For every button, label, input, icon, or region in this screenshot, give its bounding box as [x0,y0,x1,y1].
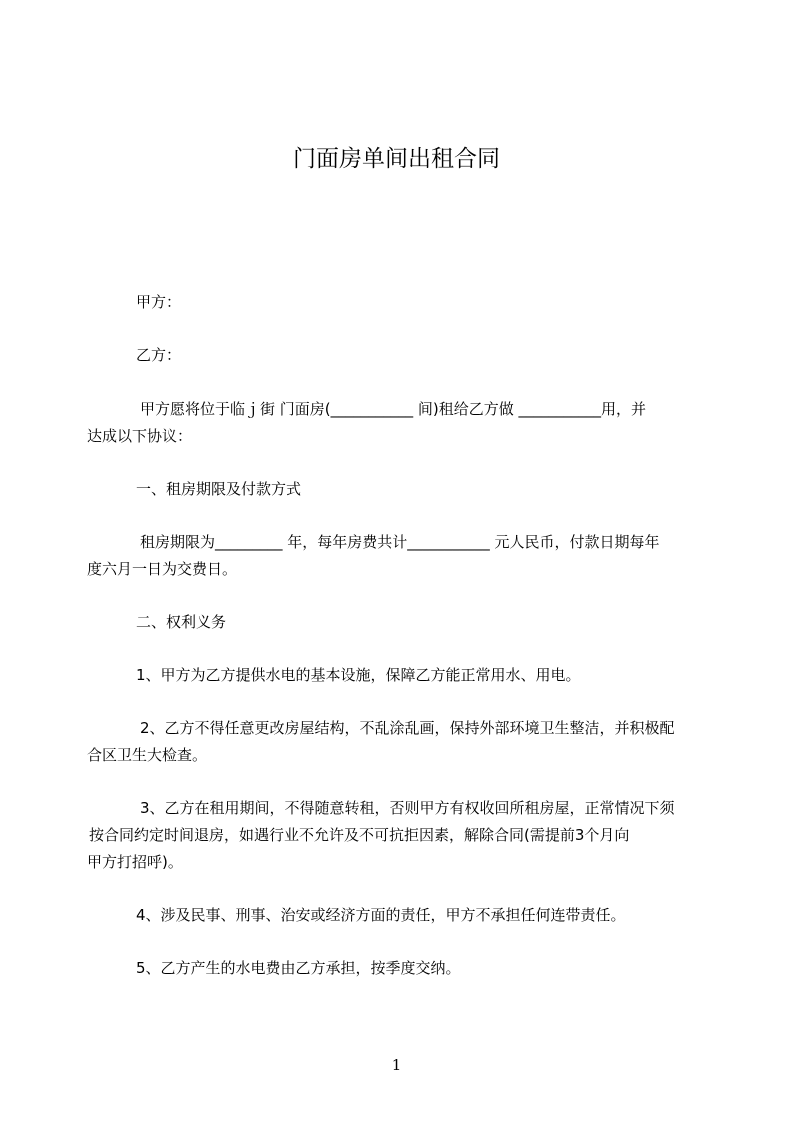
section1-heading: 一、租房期限及付款方式 [136,480,302,498]
party-b-label: 乙方： [136,346,182,364]
section1-line-1: 租房期限为_________ 年，每年房费共计___________ 元人民币，付款日期每年 [140,533,660,551]
document-title: 门面房单间出租合同 [293,146,500,172]
page-number: 1 [391,1056,402,1074]
section2-item-5: 5、乙方产生的水电费由乙方承担，按季度交纳。 [136,959,461,977]
section2-item-3-line-2: 按合同约定时间退房，如遇行业不允许及不可抗拒因素，解除合同(需提前3个月向 [89,826,630,844]
section2-item-3-line-1: 3、乙方在租用期间，不得随意转租，否则甲方有权收回所租房屋，正常情况下须 [140,799,675,817]
intro-line-2: 达成以下协议： [87,427,193,445]
section2-heading: 二、权利义务 [136,613,227,631]
party-a-label: 甲方： [136,293,182,311]
section2-item-4: 4、涉及民事、刑事、治安或经济方面的责任，甲方不承担任何连带责任。 [136,906,626,924]
section2-item-2-line-2: 合区卫生大检查。 [87,746,208,764]
section1-line-2: 度六月一日为交费日。 [87,560,238,578]
intro-line-1: 甲方愿将位于临ｊ街 门面房(___________ 间)租给乙方做 ___________用，并 [140,400,647,418]
section2-item-1: 1、甲方为乙方提供水电的基本设施，保障乙方能正常用水、用电。 [136,666,581,684]
section2-item-2-line-1: 2、乙方不得任意更改房屋结构，不乱涂乱画，保持外部环境卫生整洁，并积极配 [140,719,675,737]
section2-item-3-line-3: 甲方打招呼)。 [87,853,183,871]
